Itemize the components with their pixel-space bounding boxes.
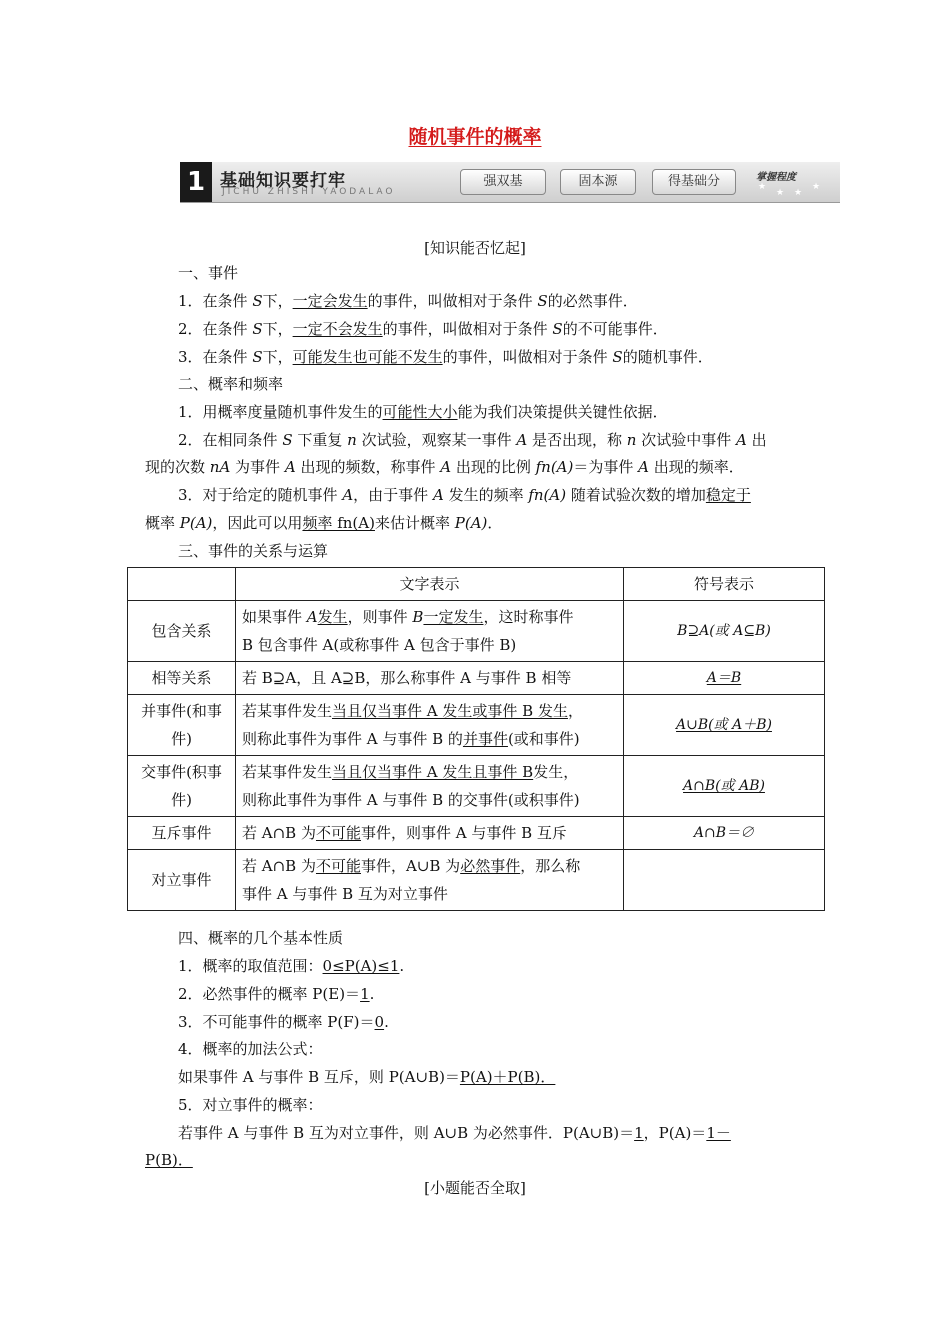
s2-heading: 二、概率和频率 xyxy=(178,375,284,393)
relation-symbol: A∩B(或 AB) xyxy=(624,756,825,817)
relation-text: 若 A∩B 为不可能事件，则事件 A 与事件 B 互斥 xyxy=(236,817,624,850)
section-banner xyxy=(180,162,840,203)
s2-p3-line1: 3．对于给定的随机事件 A，由于事件 A 发生的频率 fn(A) 随着试验次数的增加稳定于 xyxy=(178,486,751,504)
relation-symbol: A＝B xyxy=(624,662,825,695)
relation-symbol xyxy=(624,850,825,911)
relation-text: 若 A∩B 为不可能事件，A∪B 为必然事件，那么称 事件 A 与事件 B 互为对立事件 xyxy=(236,850,624,911)
s4-item-2: 2．必然事件的概率 P(E)＝1. xyxy=(178,985,375,1003)
banner-number: 1 xyxy=(180,162,212,202)
table-row xyxy=(128,695,825,756)
table-header: 符号表示 xyxy=(624,568,825,601)
s4-item-4-body: 如果事件 A 与事件 B 互斥，则 P(A∪B)＝P(A)＋P(B)． xyxy=(178,1068,556,1086)
s2-p1: 1．用概率度量随机事件发生的可能性大小能为我们决策提供关键性依据． xyxy=(178,403,668,421)
relation-text: 若 B⊇A，且 A⊇B，那么称事件 A 与事件 B 相等 xyxy=(236,662,624,695)
star-icon: ★ xyxy=(758,182,767,192)
relation-symbol: A∪B(或 A＋B) xyxy=(624,695,825,756)
s2-p2-line2: 现的次数 nA 为事件 A 出现的频数，称事件 A 出现的比例 fn(A)＝为事件 A 出现的频率． xyxy=(145,458,744,476)
relation-name: 包含关系 xyxy=(128,601,236,662)
table-header-row xyxy=(128,568,825,601)
s3-heading: 三、事件的关系与运算 xyxy=(178,542,329,560)
relation-text: 若某事件发生当且仅当事件 A 发生且事件 B发生， 则称此事件为事件 A 与事件 B 的交事件(或积事件) xyxy=(236,756,624,817)
relation-name: 并事件(和事件) xyxy=(128,695,236,756)
tag-strengthen: 强双基 xyxy=(460,169,546,195)
page-title: 随机事件的概率 xyxy=(408,126,542,148)
mastery-label: 掌握程度 xyxy=(756,172,796,183)
relation-name: 对立事件 xyxy=(128,850,236,911)
relation-name: 相等关系 xyxy=(128,662,236,695)
table-row xyxy=(128,756,825,817)
s4-item-5-cont: P(B)． xyxy=(145,1151,193,1169)
section-small-heading: [小题能否全取] xyxy=(424,1179,526,1197)
s2-p3-line2: 概率 P(A)，因此可以用频率 fn(A)来估计概率 P(A)． xyxy=(145,514,503,532)
relation-symbol: A∩B＝∅ xyxy=(624,817,825,850)
banner-pinyin: JICHU ZHISHI YAODALAO xyxy=(222,187,396,197)
s4-item-3: 3．不可能事件的概率 P(F)＝0. xyxy=(178,1013,389,1031)
s4-item-1: 1．概率的取值范围：0≤P(A)≤1. xyxy=(178,957,405,975)
relation-symbol: B⊇A(或 A⊆B) xyxy=(624,601,825,662)
s4-heading: 四、概率的几个基本性质 xyxy=(178,929,344,947)
star-icon: ★ xyxy=(776,188,785,198)
table-row xyxy=(128,601,825,662)
s4-item-4-heading: 4．概率的加法公式： xyxy=(178,1040,323,1058)
s1-heading: 一、事件 xyxy=(178,264,239,282)
s4-item-5-heading: 5．对立事件的概率： xyxy=(178,1096,323,1114)
table-header: 文字表示 xyxy=(236,568,624,601)
s1-item-3: 3．在条件 S下，可能发生也可能不发生的事件，叫做相对于条件 S的随机事件． xyxy=(178,348,713,366)
relation-name: 交事件(积事件) xyxy=(128,756,236,817)
relation-text: 如果事件 A发生，则事件 B一定发生，这时称事件 B 包含事件 A(或称事件 A 包含于事件 B) xyxy=(236,601,624,662)
table-row xyxy=(128,850,825,911)
s1-item-1: 1．在条件 S下，一定会发生的事件，叫做相对于条件 S的必然事件． xyxy=(178,292,638,310)
section-recall-heading: [知识能否忆起] xyxy=(424,239,526,257)
table-row xyxy=(128,817,825,850)
relation-name: 互斥事件 xyxy=(128,817,236,850)
s1-item-2: 2．在条件 S下，一定不会发生的事件，叫做相对于条件 S的不可能事件． xyxy=(178,320,668,338)
relation-text: 若某事件发生当且仅当事件 A 发生或事件 B 发生， 则称此事件为事件 A 与事件 B 的并事件(或和事件) xyxy=(236,695,624,756)
tag-foundation: 固本源 xyxy=(560,169,636,195)
banner-heading: 基础知识要打牢 xyxy=(220,171,346,191)
star-icon: ★ xyxy=(812,182,821,192)
table-row xyxy=(128,662,825,695)
star-icon: ★ xyxy=(794,188,803,198)
relations-table xyxy=(127,567,825,911)
table-header xyxy=(128,568,236,601)
s2-p2-line1: 2．在相同条件 S 下重复 n 次试验，观察某一事件 A 是否出现，称 n 次试验中事件 A 出 xyxy=(178,431,767,449)
tag-score: 得基础分 xyxy=(652,169,736,195)
s4-item-5-body: 若事件 A 与事件 B 互为对立事件，则 A∪B 为必然事件．P(A∪B)＝1，P(A)＝1－ xyxy=(178,1124,731,1142)
